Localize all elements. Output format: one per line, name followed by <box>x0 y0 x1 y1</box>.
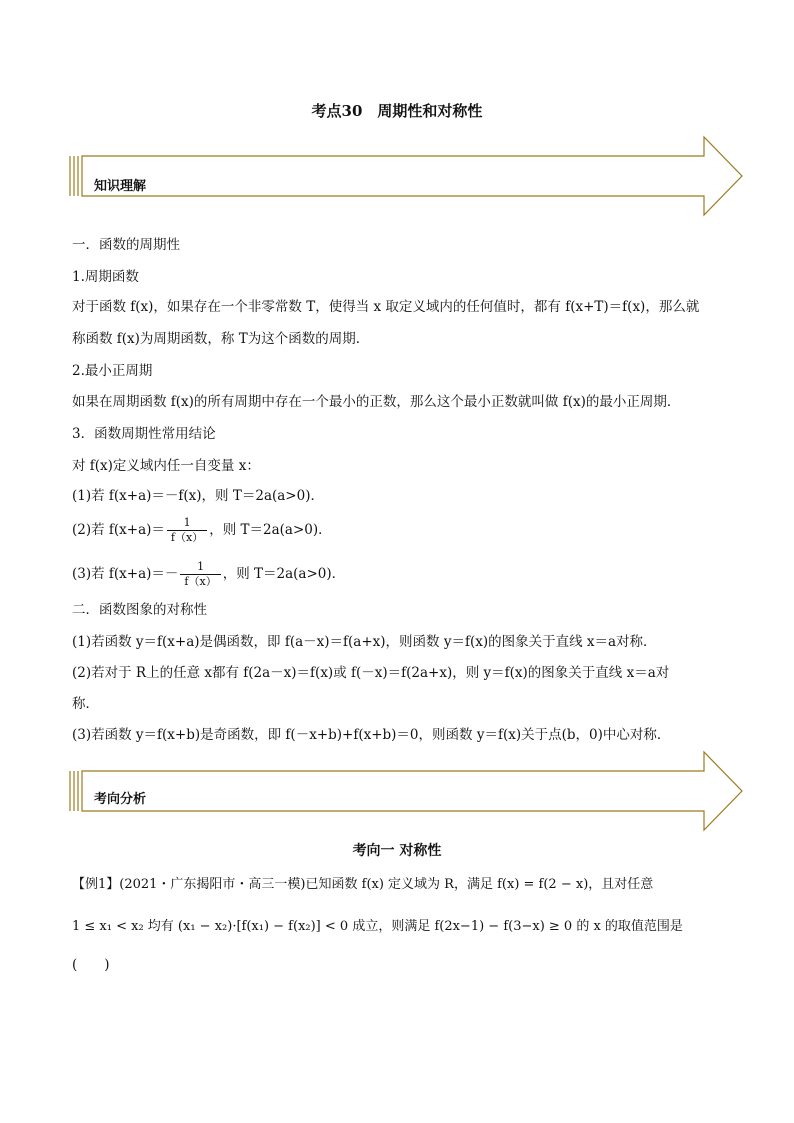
text-line: 对于函数 f(x)，如果存在一个非零常数 T，使得当 x 取定义域内的任何值时，都有 f(x+T)＝f(x)，那么就 <box>72 299 700 315</box>
text-line: 如果在周期函数 f(x)的所有周期中存在一个最小的正数，那么这个最小正数就叫做 f(x)的最小正周期． <box>72 394 681 410</box>
subheading-periodic-function: 1.周期函数 <box>72 269 139 285</box>
rule-2-suffix: ，则 T＝2a(a>0)． <box>209 522 332 538</box>
example-answer-blank: ( ) <box>72 957 110 973</box>
fraction-denominator: f（x） <box>184 575 217 588</box>
text-line: 对 f(x)定义域内任一自变量 x： <box>72 458 260 474</box>
arrow-banner-icon <box>66 750 746 832</box>
fraction-denominator: f（x） <box>170 531 204 544</box>
rule-2 <box>72 514 732 546</box>
subheading-conclusions: 3．函数周期性常用结论 <box>72 426 216 442</box>
symmetry-rule-3: (3)若函数 y＝f(x+b)是奇函数，即 f(－x+b)+f(x+b)＝0，则函数 y＝f(x)关于点(b，0)中心对称． <box>72 727 671 743</box>
banner-label: 知识理解 <box>94 179 147 194</box>
subheading-min-period: 2.最小正周期 <box>72 363 153 379</box>
symmetry-rule-2-cont: 称． <box>72 696 99 712</box>
example-line-2: 1 ≤ x₁ < x₂ 均有 (x₁ − x₂)·[f(x₁) − f(x₂)] < 0 成立，则满足 f(2x−1) − f(3−x) ≥ 0 的 x 的取值范围是 <box>72 919 683 934</box>
fraction-numerator: 1 <box>167 516 207 531</box>
section-heading-periodicity: 一．函数的周期性 <box>72 237 180 253</box>
topic-heading: 考向一 对称性 <box>352 843 442 859</box>
arrow-banner-icon <box>66 135 746 217</box>
fraction-numerator: 1 <box>180 560 220 575</box>
fraction <box>167 516 207 545</box>
symmetry-rule-2: (2)若对于 R上的任意 x都有 f(2a－x)＝f(x)或 f(－x)＝f(2a+x)，则 y＝f(x)的图象关于直线 x＝a对 <box>72 665 670 681</box>
text-line: 称函数 f(x)为周期函数，称 T为这个函数的周期． <box>72 331 370 347</box>
fraction <box>180 560 220 589</box>
section-heading-symmetry: 二．函数图象的对称性 <box>72 602 207 618</box>
rule-2-prefix: (2)若 f(x+a)＝ <box>72 522 165 538</box>
banner-label: 考向分析 <box>94 792 147 807</box>
example-line-1: 【例1】(2021・广东揭阳市・高三一模)已知函数 f(x) 定义域为 R，满足 f(x) = f(2 − x)，且对任意 <box>72 877 654 892</box>
rule-3-suffix: ，则 T＝2a(a>0)． <box>222 566 346 582</box>
rule-3-prefix: (3)若 f(x+a)＝－ <box>72 566 179 582</box>
rule-1: (1)若 f(x+a)＝－f(x)，则 T＝2a(a>0)． <box>72 488 324 504</box>
symmetry-rule-1: (1)若函数 y＝f(x+a)是偶函数，即 f(a－x)＝f(a+x)，则函数 y＝f(x)的图象关于直线 x＝a对称． <box>72 634 657 650</box>
rule-3 <box>72 558 732 590</box>
page-title: 考点30 周期性和对称性 <box>311 102 483 120</box>
section-banner-analysis <box>66 750 746 832</box>
section-banner-knowledge <box>66 135 746 217</box>
